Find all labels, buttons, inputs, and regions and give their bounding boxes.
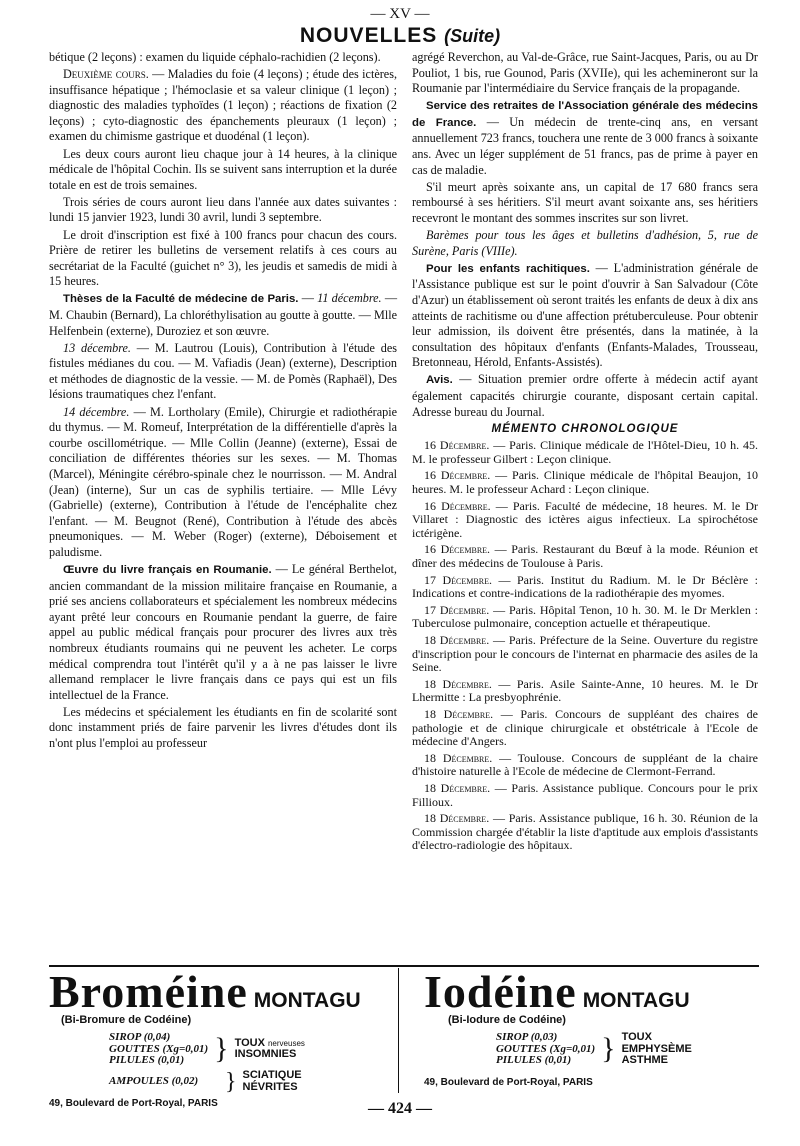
indication: TOUX — [234, 1036, 265, 1049]
indication: SCIATIQUE — [242, 1069, 302, 1081]
dosage-form: SIROP (0,04) — [109, 1031, 171, 1043]
baremes-note: Barèmes pour tous les âges et bulletins d'adhésion, 5, rue de Surène, Paris (VIIIe). — [412, 228, 758, 258]
bromeine-subtitle: (Bi-Bromure de Codéine) — [61, 1014, 192, 1026]
memento-text: — Paris. Hôpital Tenon, 10 h. 30. M. le Dr Merklen : Tuberculose pulmonaire, conception actuelle et thérapeutique. — [412, 602, 758, 631]
memento-entry — [412, 752, 758, 779]
paragraph: agrégé Reverchon, au Val-de-Grâce, rue Saint-Jacques, Paris, ou au Dr Pouliot, 1 bis, rue Gounod, Paris (XVIIe), qui les achemineront sur la Roumanie par l'intermédiaire du Service français de la propagande. — [412, 50, 758, 96]
indication: TOUX — [621, 1031, 652, 1043]
brace-icon: } — [601, 1032, 616, 1066]
paragraph-text: — M. Chaubin (Bernard), La chloréthylisation au goutte à goutte. — Mlle Helfenbein (externe), Duroziez et son œuvre. — [49, 291, 398, 338]
left-column — [49, 50, 397, 753]
indication: NÉVRITES — [242, 1080, 298, 1093]
paragraph: S'il meurt après soixante ans, un capital de 17 680 francs sera remboursé à ses héritiers. S'il meurt avant soixante ans, ses héritiers recevront le montant des sommes inscrites sur son livret. — [412, 179, 758, 225]
course-label: Deuxième cours. — [63, 67, 149, 82]
bromeine-dosage-list — [109, 1032, 208, 1067]
bromeine-forms — [109, 1032, 398, 1067]
indication-note: nerveuses — [267, 1038, 305, 1048]
bromeine-brand: Broméine — [49, 966, 248, 1017]
paragraph-text: — Maladies du foie (4 leçons) ; étude des ictères, insuffisance hépatique ; l'hémoclasie et sa valeur clinique (1 leçon) ; diagnostic des maladies typhoïdes (1 leçon) ; réactions de fixation (2 leçons) ; cyto-diagnostic des épanchements pleuraux (1 leçon) ; examen du chimisme gastrique et duodénal (1 leçon). — [49, 67, 398, 144]
dosage-form: GOUTTES (Xg=0,01) — [496, 1042, 596, 1055]
memento-text: — Paris. Restaurant du Bœuf à la mode. Réunion et dîner des médecins de Toulouse à Paris. — [412, 542, 758, 570]
dosage-form: PILULES (0,01) — [109, 1054, 185, 1066]
memento-text: — Paris. Faculté de médecine, 18 heures. M. le Dr Villaret : Diagnostic des ictères aigus infectieux. La spirochétose ictérigène. — [412, 498, 758, 540]
paragraph: Les médecins et spécialement les étudiants en fin de scolarité sont donc instamment priés de faire parvenir les livres d'études dont ils n'ont plus l'emploi au professeur — [49, 704, 397, 751]
memento-entry — [412, 782, 758, 809]
memento-entry — [412, 678, 758, 705]
paragraph: Thèses de la Faculté de médecine de Paris. — 11 décembre. — M. Chaubin (Bernard), La chloréthylisation au goutte à goutte. — Mlle Helfenbein (externe), Duroziez et son œuvre. — [49, 291, 398, 338]
memento-entry — [412, 543, 758, 570]
memento-date: 16 Décembre. — [424, 438, 490, 453]
brace-icon: } — [225, 1068, 237, 1095]
paragraph — [412, 228, 758, 259]
memento-text: — Paris. Clinique médicale de l'hôpital Beaujon, 10 heures. M. le professeur Achard : Leçon clinique. — [412, 468, 758, 497]
bromeine-indications-2 — [243, 1070, 302, 1093]
memento-date: 17 Décembre. — [424, 602, 490, 617]
memento-entry — [412, 604, 758, 631]
memento-entry — [412, 500, 758, 541]
paragraph-text: — Le général Berthelot, ancien commandant de la mission militaire française en Roumanie, a prié ses anciens collaborateurs et spécialement les nombreux médecins ayant prêté leur concours en Roumanie pendant la guerre, de faire appel au public médical français pour procurer des livres aux très nombreux étudiants roumains qui ne peuvent les acheter. Le corps médical comprendra tout l'intérêt qu'il y a à ne pas laisser le livre allemand remplacer le livre français dans ce pays qui est un fils intellectuel de la France. — [49, 562, 397, 702]
memento-date: 16 Décembre. — [424, 498, 491, 513]
date-label: 13 décembre. — [63, 340, 131, 355]
memento-entry — [412, 812, 758, 853]
paragraph: Trois séries de cours auront lieu dans l'année aux dates suivantes : lundi 15 janvier 1923, lundi 30 avril, lundi 3 septembre. — [49, 194, 397, 225]
bromeine-maker: MONTAGU — [253, 989, 361, 1012]
memento-entry — [412, 574, 758, 601]
iodeine-address: 49, Boulevard de Port-Royal, PARIS — [424, 1076, 593, 1088]
indication: INSOMNIES — [234, 1048, 297, 1061]
iodeine-maker: MONTAGU — [582, 989, 690, 1012]
paragraph: Les deux cours auront lieu chaque jour à 14 heures, à la clinique médicale de l'hôpital Cochin. Ils se suivent sans interruption et la durée totale en est de trois semaines. — [49, 146, 397, 192]
paragraph-text: — M. Lautrou (Louis), Contribution à l'étude des fistules médianes du cou. — M. Vafiadis (Jean) (externe), Description et méthodes de diagnostic de la vessie. — M. de Pomès (Raphaël), Des lésions traumatiques chez l'enfant. — [49, 340, 397, 402]
bromeine-indications — [235, 1038, 305, 1061]
memento-date: 18 Décembre. — [424, 676, 492, 691]
paragraph — [412, 98, 758, 178]
memento-text: — Paris. Clinique médicale de l'Hôtel-Dieu, 10 h. 45. M. le professeur Gilbert : Leçon clinique. — [412, 438, 758, 466]
iodeine-dosage-list — [496, 1032, 595, 1067]
bromeine-advertisement — [49, 966, 399, 1109]
indication: EMPHYSÈME — [621, 1042, 692, 1055]
iodeine-brand: Iodéine — [424, 966, 577, 1017]
paragraph — [49, 562, 397, 703]
paragraph-text: — M. Lortholary (Emile), Chirurgie et radiothérapie du thymus. — M. Romeuf, Interprétation de la différentielle d'après la courbe oscillométrique. — Mlle Collin (Jeanne) (externe), Essai de conciliation de différentes théories sur les sexes. — M. Thomas (Marcel), Méningite cérébro-spinale chez le nourrisson. — M. Andral (Jean) (interne), Sur un cas de syphilis tertiaire. — Mlle Lévy (Gabrielle) (externe), Contribution à l'étude de l'encéphalite chez l'enfant. — M. Beugnot (René), Contribution à l'étude des abcès pneumoniques. — M. Weber (Roger) (externe), Déboisement et paludisme. — [49, 404, 398, 559]
right-column — [412, 50, 758, 856]
dosage-form: SIROP (0,03) — [496, 1031, 558, 1043]
paragraph — [49, 67, 397, 145]
memento-list — [412, 439, 758, 853]
dosage-form: PILULES (0,01) — [496, 1054, 572, 1066]
paragraph — [412, 261, 758, 371]
bromeine-forms-2 — [109, 1070, 398, 1094]
memento-date: 18 Décembre. — [424, 780, 491, 795]
section-title-main: NOUVELLES — [299, 24, 438, 47]
memento-entry — [412, 634, 758, 675]
paragraph-text: — L'administration générale de l'Assistance publique est sur le point d'ouvrir à San Salvadour (Côte d'Azur) un établissement où seront traités les enfants de deux à dix ans atteints de rachitisme ou d'une affection prétuberculeuse. Pour obtenir leur admission, ils doivent être présentés, dans la matinée, à la consultation des hôpitaux d'enfants (Enfants-Malades, Trousseau, Bretonneau, Hérold, Enfants-Assistés). — [412, 260, 759, 370]
iodeine-indications — [622, 1032, 692, 1067]
paragraph-text: — Un médecin de trente-cinq ans, en versant annuellement 723 francs, touchera une rente de 3 000 francs à soixante ans. Avec un léger supplément de 51 francs, pas de prime à payer en cas de maladie. — [412, 114, 758, 177]
paragraph-text: — Situation premier ordre offerte à médecin actif ayant également capacités chirurgie courante, disposant certain capital. Adresse bureau du Journal. — [412, 372, 758, 419]
memento-entry — [412, 708, 758, 749]
section-heading: Thèses de la Faculté de médecine de Paris. — [63, 293, 299, 306]
memento-date: 18 Décembre. — [424, 706, 494, 721]
section-heading: Avis. — [426, 374, 453, 387]
dosage-form: GOUTTES (Xg=0,01) — [109, 1042, 209, 1055]
section-heading: Pour les enfants rachitiques. — [426, 262, 590, 275]
memento-text: — Paris. Concours de suppléant des chaires de pathologie et de clinique chirurgicale et obstétricale à l'Ecole de médecine d'Angers. — [412, 706, 758, 749]
date-label: 11 décembre. — [317, 291, 382, 306]
memento-text: — Paris. Assistance publique, 16 h. 30. Réunion de la Commission chargée d'établir la liste d'aptitude aux emplois d'assistants d'électro-radiologie des hôpitaux. — [412, 811, 758, 853]
memento-entry — [412, 439, 758, 466]
bromeine-address: 49, Boulevard de Port-Royal, PARIS — [49, 1097, 218, 1109]
iodeine-advertisement — [412, 968, 758, 1093]
dosage-form: AMPOULES (0,02) — [109, 1074, 199, 1087]
brace-icon: } — [214, 1032, 229, 1066]
memento-text: — Paris. Institut du Radium. M. le Dr Béclère : Indications et contre-indications de la radiothérapie des myomes. — [412, 572, 759, 601]
memento-text: — Paris. Asile Sainte-Anne, 10 heures. M. le Dr Lhermitte : La presbyophrénie. — [412, 676, 758, 705]
memento-date: 18 Décembre. — [424, 632, 490, 647]
memento-date: 18 Décembre. — [424, 811, 490, 826]
iodeine-subtitle: (Bi-Iodure de Codéine) — [448, 1014, 566, 1026]
section-title-suffix: (Suite) — [444, 26, 501, 46]
paragraph — [412, 372, 758, 420]
memento-title: MÉMENTO CHRONOLOGIQUE — [491, 422, 679, 435]
date-label: 14 décembre. — [63, 404, 130, 419]
paragraph — [49, 341, 397, 403]
paragraph: bétique (2 leçons) : examen du liquide céphalo-rachidien (2 leçons). — [49, 50, 381, 64]
section-heading: Service des retraites de l'Association générale des médecins de France. — [412, 100, 758, 129]
memento-text: — Paris. Assistance publique. Concours pour le prix Fillioux. — [412, 780, 758, 809]
memento-date: 17 Décembre. — [424, 572, 492, 587]
page-roman-number: — XV — — [370, 6, 430, 22]
memento-date: 16 Décembre. — [424, 542, 491, 557]
section-heading: Œuvre du livre français en Roumanie. — [63, 564, 272, 576]
paragraph: Le droit d'inscription est fixé à 100 francs pour chacun des cours. Prière de retirer les bulletins de versement relatifs à ces cours au secrétariat de la Faculté (guichet n° 3), les jeudis et samedis de midi à 15 heures. — [49, 227, 397, 289]
paragraph — [49, 405, 397, 561]
page-number: — 424 — — [368, 1100, 432, 1117]
memento-entry — [412, 469, 758, 496]
memento-text: — Paris. Préfecture de la Seine. Ouverture du registre d'inscription pour le concours de l'internat en pharmacie des asiles de la Seine. — [412, 632, 758, 675]
memento-date: 18 Décembre. — [424, 750, 493, 765]
memento-date: 16 Décembre. — [424, 468, 491, 483]
iodeine-forms — [496, 1032, 758, 1067]
indication: ASTHME — [621, 1054, 669, 1066]
section-title — [0, 24, 800, 48]
memento-text: — Toulouse. Concours de suppléant de la chaire d'histoire naturelle à l'Ecole de médecine de Clermont-Ferrand. — [412, 750, 758, 779]
